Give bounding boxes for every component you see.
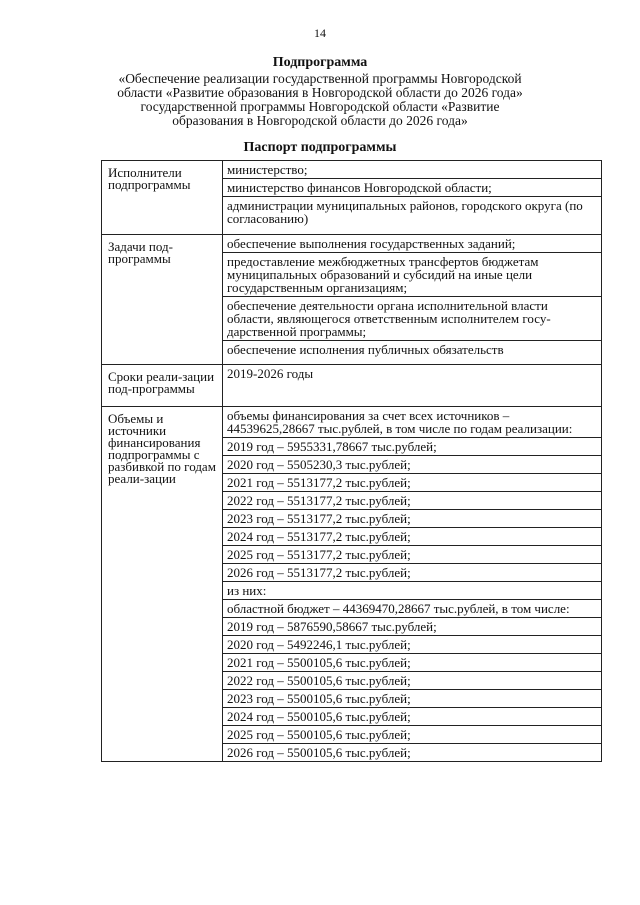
- content-item: 2019 год – 5876590,58667 тыс.рублей;: [223, 617, 601, 635]
- content-item: 2019-2026 годы: [227, 366, 314, 381]
- table-row: [102, 235, 602, 365]
- content-item: министерство;: [227, 162, 308, 177]
- content-item: из них:: [223, 581, 601, 599]
- content-item: предоставление межбюджетных трансфертов бюджетам муниципальных образований и субсидий на иные цели государственным организациям;: [223, 252, 601, 296]
- content-item: областной бюджет – 44369470,28667 тыс.рублей, в том числе:: [223, 599, 601, 617]
- document-subtitle: «Обеспечение реализации государственной программы Новгородской области «Развитие образования в Новгородской области до 2026 года» государственной программы Новгородской области «Развитие образования в Новгородской области до 2026 года»: [117, 71, 523, 128]
- content-item: 2019 год – 5955331,78667 тыс.рублей;: [223, 437, 601, 455]
- page-number: 14: [314, 26, 326, 40]
- content-item: 2025 год – 5513177,2 тыс.рублей;: [223, 545, 601, 563]
- content-item: обеспечение деятельности органа исполнительной власти области, являющегося ответственным исполнителем госу-дарственной программы;: [223, 296, 601, 340]
- content-item: министерство финансов Новгородской области;: [223, 178, 601, 196]
- content-item: 2026 год – 5513177,2 тыс.рублей;: [223, 563, 601, 581]
- row-label: Задачи под-программы: [102, 235, 223, 365]
- content-item: 2024 год – 5513177,2 тыс.рублей;: [223, 527, 601, 545]
- content-item: 2025 год – 5500105,6 тыс.рублей;: [223, 725, 601, 743]
- content-item: 2024 год – 5500105,6 тыс.рублей;: [223, 707, 601, 725]
- passport-title: Паспорт подпрограммы: [243, 140, 397, 155]
- row-label: Объемы и источники финансирования подпрограммы с разбивкой по годам реали-зации: [102, 407, 223, 762]
- content-item: 2023 год – 5500105,6 тыс.рублей;: [223, 689, 601, 707]
- content-item: объемы финансирования за счет всех источников – 44539625,28667 тыс.рублей, в том числе по годам реализации:: [227, 408, 573, 436]
- row-content: [223, 235, 602, 365]
- content-item: 2021 год – 5500105,6 тыс.рублей;: [223, 653, 601, 671]
- content-item: 2023 год – 5513177,2 тыс.рублей;: [223, 509, 601, 527]
- row-content: [223, 407, 602, 762]
- row-label: Исполнители подпрограммы: [102, 161, 223, 235]
- content-item: 2022 год – 5513177,2 тыс.рублей;: [223, 491, 601, 509]
- content-item: 2022 год – 5500105,6 тыс.рублей;: [223, 671, 601, 689]
- table-row: [102, 365, 602, 407]
- table-row: [102, 407, 602, 762]
- content-item: 2020 год – 5505230,3 тыс.рублей;: [223, 455, 601, 473]
- content-item: 2026 год – 5500105,6 тыс.рублей;: [223, 743, 601, 761]
- passport-table: [101, 160, 602, 762]
- table-row: [102, 161, 602, 235]
- document-title: Подпрограмма: [272, 55, 368, 70]
- content-item: 2020 год – 5492246,1 тыс.рублей;: [223, 635, 601, 653]
- content-item: обеспечение исполнения публичных обязательств: [223, 340, 601, 358]
- row-label: Сроки реали-зации под-программы: [102, 365, 223, 407]
- content-item: администрации муниципальных районов, городского округа (по согласованию): [223, 196, 601, 227]
- row-content: [223, 365, 602, 407]
- content-item: обеспечение выполнения государственных заданий;: [227, 236, 516, 251]
- content-item: 2021 год – 5513177,2 тыс.рублей;: [223, 473, 601, 491]
- row-content: [223, 161, 602, 235]
